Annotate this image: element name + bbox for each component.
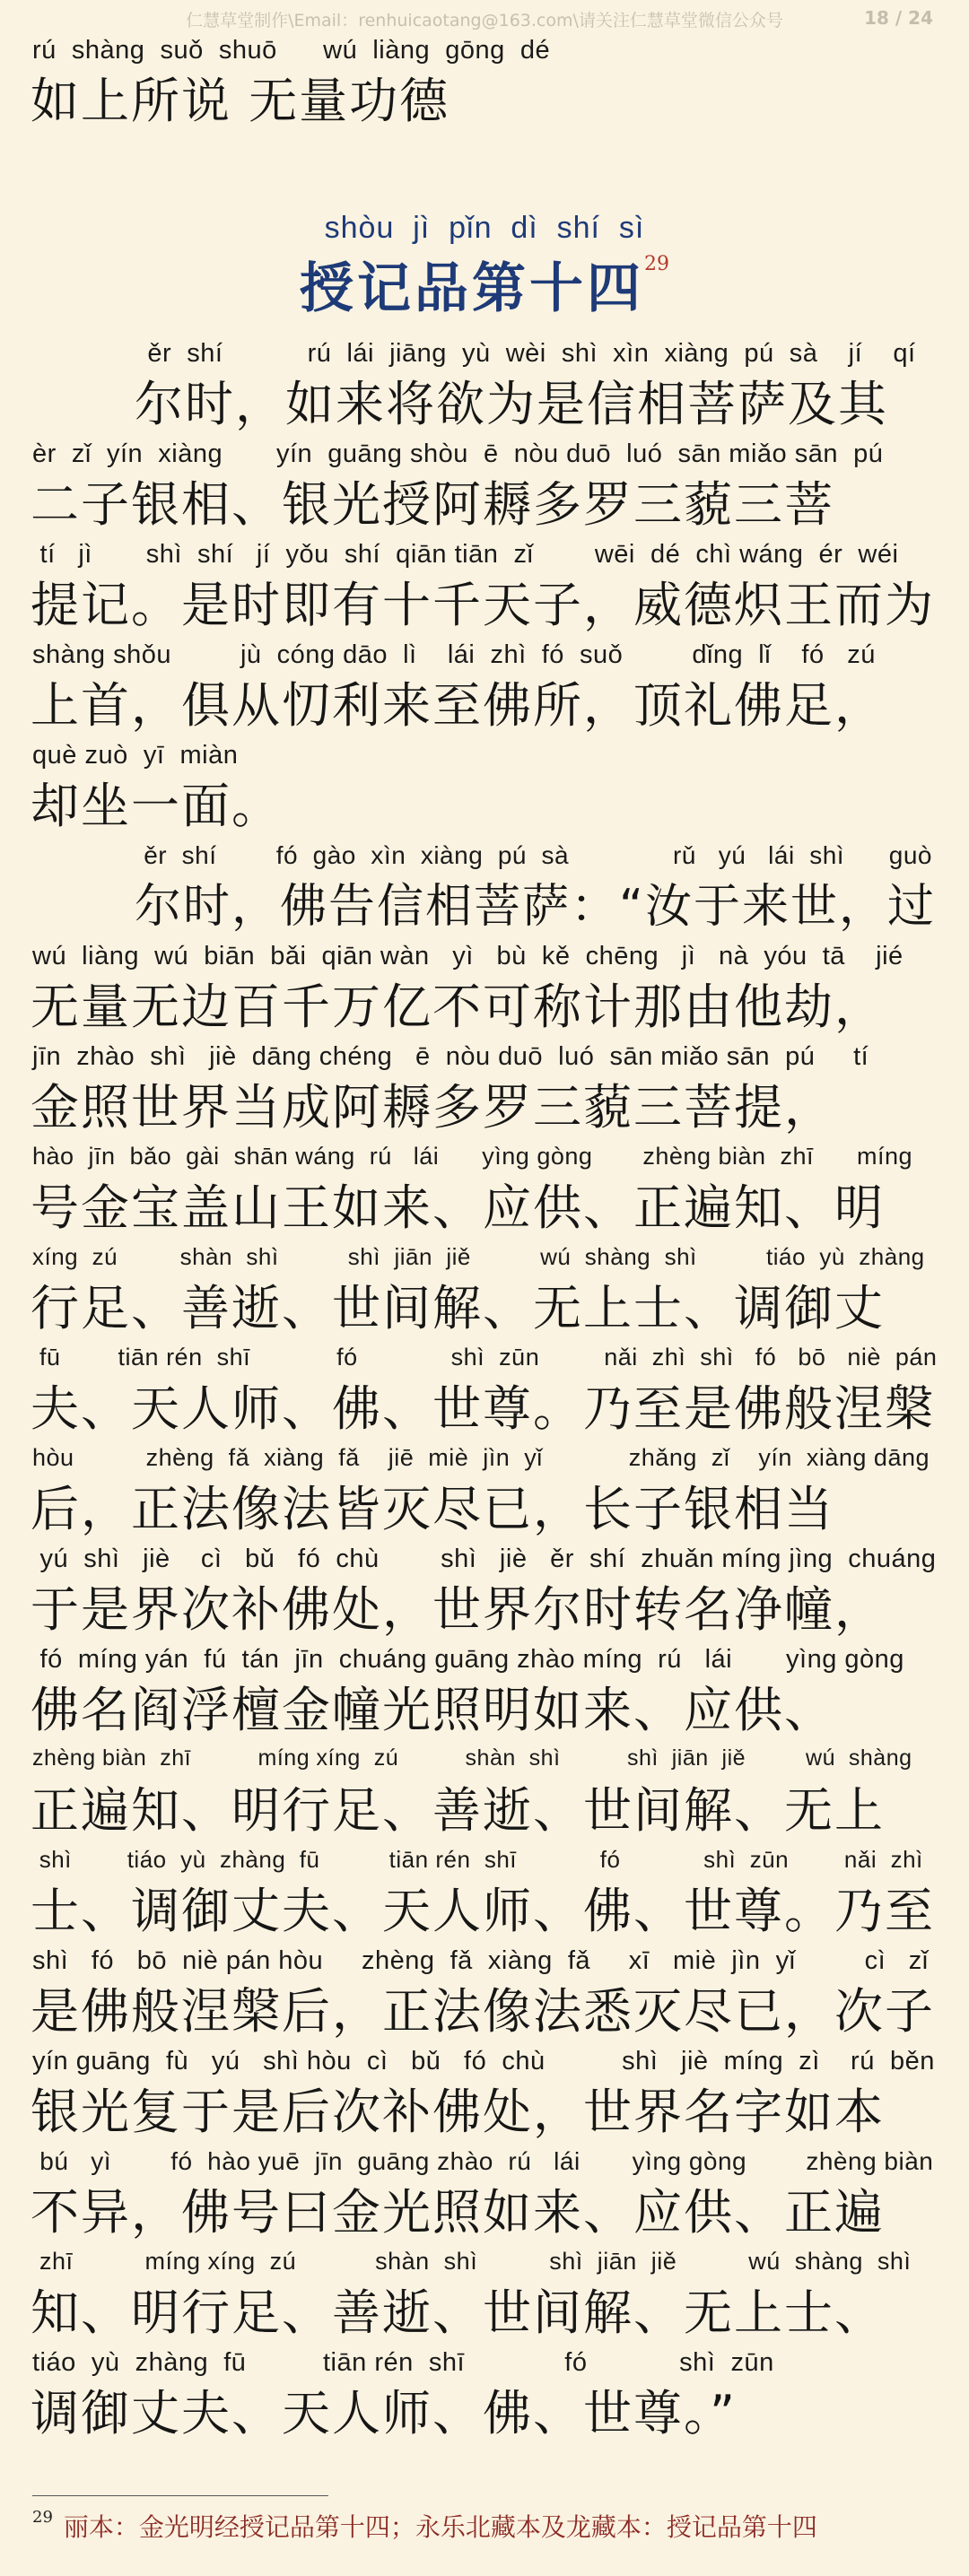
hanzi-line: 佛名阎浮檀金幢光照明如来、应供、 <box>31 1682 834 1738</box>
chapter-title <box>0 246 969 323</box>
hanzi-line: 号金宝盖山王如来、应供、正遍知、明 <box>31 1179 885 1236</box>
hanzi-line: 尔时，如来将欲为是信相菩萨及其 <box>135 376 888 432</box>
pinyin-line: fū tiān rén shī fó shì zūn nǎi zhì shì fó bō niè pán <box>32 1344 938 1371</box>
text-line <box>0 36 969 133</box>
hanzi-line: 后，正法像法皆灭尽已，长子银相当 <box>31 1481 834 1537</box>
text-line <box>0 640 969 737</box>
text-line <box>0 1042 969 1139</box>
text-line <box>0 2147 969 2244</box>
text-line <box>0 2047 969 2144</box>
text-line <box>0 942 969 1039</box>
pinyin-line: hào jīn bǎo gài shān wáng rú lái yìng gòng zhèng biàn zhī míng <box>32 1143 913 1170</box>
pinyin-line: xíng zú shàn shì shì jiān jiě wú shàng shì tiáo yù zhàng <box>32 1243 925 1270</box>
hanzi-line: 夫、天人师、佛、世尊。乃至是佛般涅槃 <box>31 1380 935 1437</box>
text-line <box>0 439 969 536</box>
text-line <box>0 1344 969 1440</box>
pinyin-line: zhèng biàn zhī míng xíng zú shàn shì shì jiān jiě wú shàng <box>32 1745 912 1771</box>
hanzi-line: 行足、善逝、世间解、无上士、调御丈 <box>31 1280 885 1336</box>
pinyin-line: shì tiáo yù zhàng fū tiān rén shī fó shì zūn nǎi zhì <box>32 1846 923 1873</box>
text-line <box>0 2348 969 2445</box>
hanzi-line: 不异，佛号曰金光照如来、应供、正遍 <box>31 2184 885 2241</box>
text-line <box>0 1846 969 1943</box>
hanzi-line: 二子银相、银光授阿耨多罗三藐三菩 <box>31 476 834 533</box>
pinyin-line: hòu zhèng fǎ xiàng fǎ jiē miè jìn yǐ zhǎng zǐ yín xiàng dāng <box>32 1444 930 1471</box>
text-line <box>0 1444 969 1541</box>
text-line <box>0 339 969 436</box>
text-line <box>0 841 969 938</box>
text-line <box>0 540 969 637</box>
pinyin-line: ěr shí fó gào xìn xiàng pú sà rǔ yú lái shì guò <box>32 841 932 869</box>
pinyin-line: rú shàng suǒ shuō wú liàng gōng dé <box>32 36 551 65</box>
pinyin-line: tí jì shì shí jí yǒu shí qiān tiān zǐ wēi dé chì wáng ér wéi <box>32 540 899 569</box>
hanzi-line: 士、调御丈夫、天人师、佛、世尊。乃至 <box>31 1883 935 1939</box>
hanzi-line: 于是界次补佛处，世界尔时转名净幢， <box>31 1581 885 1638</box>
hanzi-line: 知、明行足、善逝、世间解、无上士、 <box>31 2284 885 2341</box>
text-line <box>0 2248 969 2345</box>
footnote-text: 丽本：金光明经授记品第十四；永乐北藏本及龙藏本：授记品第十四 <box>63 2512 817 2542</box>
page-header <box>0 7 969 39</box>
pinyin-line: jīn zhào shì jiè dāng chéng ē nòu duō luó sān miǎo sān pú tí <box>32 1042 869 1071</box>
text-line <box>0 1243 969 1340</box>
text-line <box>0 1745 969 1842</box>
pinyin-line: shì fó bō niè pán hòu zhèng fǎ xiàng fǎ xī miè jìn yǐ cì zǐ <box>32 1946 929 1975</box>
footnote-ref[interactable]: 29 <box>644 253 669 275</box>
header-text: 仁慧草堂制作\Email：renhuicaotang@163.com\请关注仁慧草堂微信公众号 <box>186 11 783 30</box>
footnote <box>32 2508 938 2544</box>
pinyin-line: èr zǐ yín xiàng yín guāng shòu ē nòu duō luó sān miǎo sān pú <box>32 439 884 468</box>
page-number: 18 / 24 <box>864 7 933 29</box>
hanzi-line: 正遍知、明行足、善逝、世间解、无上 <box>31 1782 885 1839</box>
pinyin-line: bú yì fó hào yuē jīn guāng zhào rú lái yìng gòng zhèng biàn <box>32 2147 934 2175</box>
chapter-title-pinyin: shòu jì pǐn dì shí sì <box>324 211 645 245</box>
pinyin-line: què zuò yī miàn <box>32 741 239 770</box>
footnote-divider <box>32 2495 328 2496</box>
pinyin-line: yín guāng fù yú shì hòu cì bǔ fó chù shì jiè míng zì rú běn <box>32 2047 935 2076</box>
text-line <box>0 1645 969 1742</box>
pinyin-line: wú liàng wú biān bǎi qiān wàn yì bù kě chēng jì nà yóu tā jié <box>32 942 904 970</box>
text-line <box>0 1946 969 2043</box>
hanzi-line: 金照世界当成阿耨多罗三藐三菩提， <box>31 1079 834 1136</box>
chapter-title-text: 授记品第十四 <box>300 257 644 320</box>
pinyin-line: tiáo yù zhàng fū tiān rén shī fó shì zūn <box>32 2348 774 2377</box>
hanzi-line: 无量无边百千万亿不可称计那由他劫， <box>31 979 885 1035</box>
hanzi-line: 提记。是时即有十千天子，威德炽王而为 <box>31 577 935 633</box>
footnote-number: 29 <box>32 2508 53 2527</box>
hanzi-line: 调御丈夫、天人师、佛、世尊。” <box>31 2385 737 2441</box>
hanzi-line: 尔时，佛告信相菩萨：“汝于来世，过 <box>135 880 936 934</box>
pinyin-line: fó míng yán fú tán jīn chuáng guāng zhào míng rú lái yìng gòng <box>32 1645 904 1674</box>
pinyin-line: zhī míng xíng zú shàn shì shì jiān jiě wú shàng shì <box>32 2248 912 2275</box>
hanzi-line: 是佛般涅槃后，正法像法悉灭尽已，次子 <box>31 1983 935 2040</box>
hanzi-line: 如上所说 无量功德 <box>31 73 450 129</box>
text-line <box>0 1143 969 1240</box>
pinyin-line: ěr shí rú lái jiāng yù wèi shì xìn xiàng pú sà jí qí <box>32 339 916 368</box>
text-line <box>0 741 969 838</box>
pinyin-line: yú shì jiè cì bǔ fó chù shì jiè ěr shí zhuǎn míng jìng chuáng <box>32 1545 937 1573</box>
hanzi-line: 却坐一面。 <box>31 778 282 834</box>
pinyin-line: shàng shǒu jù cóng dāo lì lái zhì fó suǒ dǐng lǐ fó zú <box>32 640 876 669</box>
hanzi-line: 上首，俱从忉利来至佛所，顶礼佛足， <box>31 677 885 734</box>
text-line <box>0 1545 969 1641</box>
chapter-heading <box>0 211 969 323</box>
hanzi-line: 银光复于是后次补佛处，世界名字如本 <box>31 2084 885 2140</box>
